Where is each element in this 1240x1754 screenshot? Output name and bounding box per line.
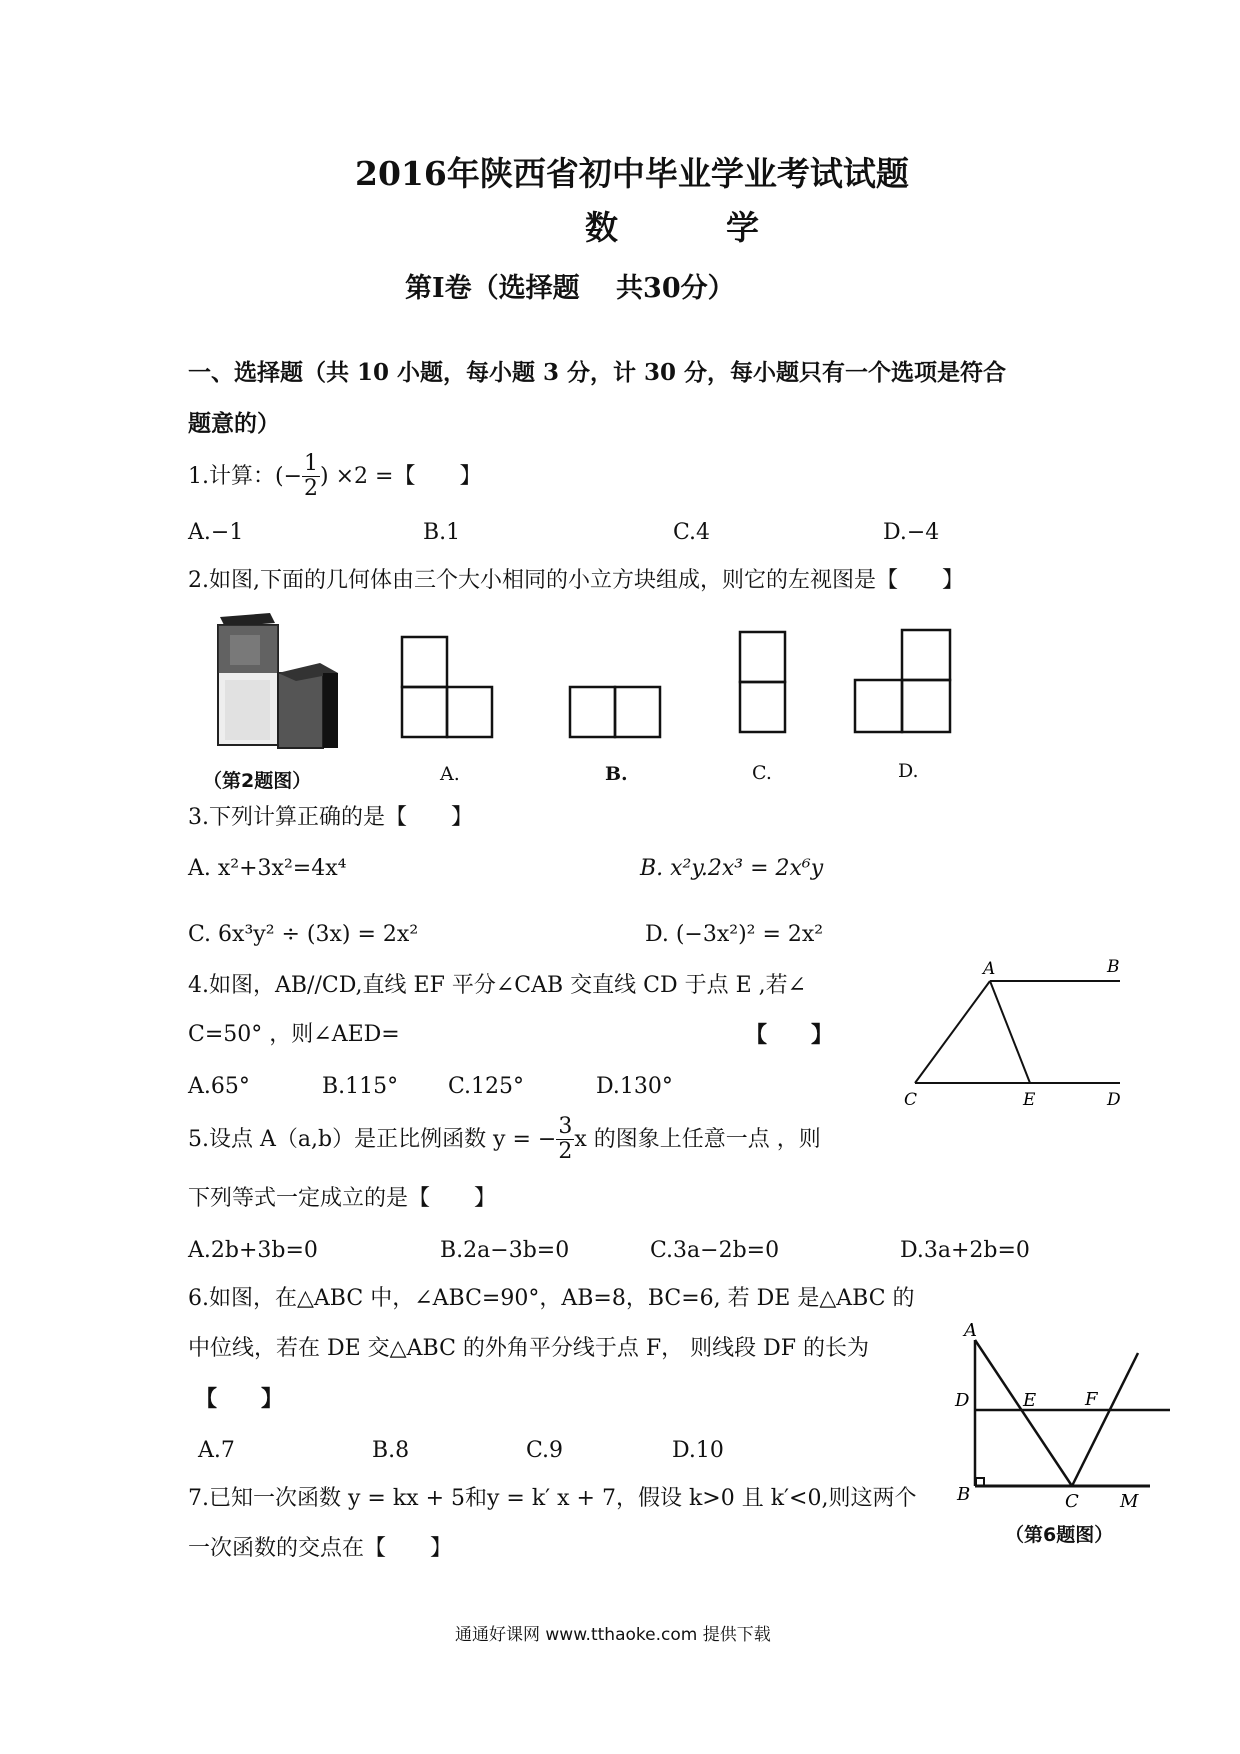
q3-option-b: B. x²y.2x³ = 2x⁶y <box>640 856 824 881</box>
q2-option-b-figure <box>570 687 660 737</box>
q1-suffix: ) ×2 =【 】 <box>320 463 482 489</box>
question-5-line1 <box>188 1115 821 1164</box>
q4-label-e: E <box>1023 1090 1036 1110</box>
q2-label-d: D. <box>898 760 919 782</box>
q3-option-d: D. (−3x²)² = 2x² <box>645 922 824 947</box>
q1-frac-den: 2 <box>304 476 319 501</box>
subject-char-left: 数 <box>585 208 618 247</box>
q2-label-b: B. <box>605 763 628 785</box>
q2-caption: （第2题图） <box>203 770 312 792</box>
q6-figure <box>950 1310 1170 1520</box>
q5-option-a: A.2b+3b=0 <box>188 1238 318 1263</box>
q1-option-b: B.1 <box>423 520 461 545</box>
q4-option-c: C.125° <box>448 1074 525 1099</box>
question-7-line1: 7.已知一次函数 y = kx + 5和y = k′ x + 7，假设 k>0 且 k′<0,则这两个 <box>188 1486 917 1511</box>
q6-label-a: A <box>964 1320 977 1341</box>
q6-option-a: A.7 <box>198 1438 235 1463</box>
q4-label-d: D <box>1107 1090 1121 1110</box>
q6-label-b: B <box>957 1484 971 1505</box>
q6-label-e: E <box>1023 1390 1037 1411</box>
q5-frac-den: 2 <box>558 1139 573 1164</box>
q1-fraction <box>302 452 320 501</box>
question-4-line2: C=50° ，则∠AED= <box>188 1022 400 1047</box>
question-2: 2.如图,下面的几何体由三个大小相同的小立方块组成，则它的左视图是【 】 <box>188 568 964 593</box>
q6-label-f: F <box>1085 1389 1098 1410</box>
q6-caption: （第6题图） <box>1005 1524 1114 1546</box>
q5-fraction <box>556 1115 574 1164</box>
q1-prefix: 1.计算：(− <box>188 463 303 489</box>
question-1 <box>188 452 481 501</box>
q2-option-d-figure <box>855 630 950 732</box>
q1-option-a: A.−1 <box>188 520 244 545</box>
page-footer: 通通好课网 www.tthaoke.com 提供下载 <box>455 1625 771 1645</box>
q1-option-c: C.4 <box>673 520 711 545</box>
q4-figure <box>895 950 1135 1110</box>
q4-label-b: B <box>1107 957 1120 977</box>
q5-option-b: B.2a−3b=0 <box>440 1238 570 1263</box>
q2-label-c: C. <box>752 762 772 784</box>
q4-answer-bracket: 【 】 <box>745 1022 834 1048</box>
q4-option-a: A.65° <box>188 1074 250 1099</box>
question-3: 3.下列计算正确的是【 】 <box>188 805 473 830</box>
q5-prefix: 5.设点 A（a,b）是正比例函数 y = − <box>188 1126 557 1152</box>
question-4-line1: 4.如图，AB//CD,直线 EF 平分∠CAB 交直线 CD 于点 E ,若∠ <box>188 973 807 998</box>
subject-title <box>585 202 759 249</box>
q4-option-d: D.130° <box>596 1074 673 1099</box>
q6-option-b: B.8 <box>372 1438 410 1463</box>
question-6-line1: 6.如图，在△ABC 中，∠ABC=90°，AB=8，BC=6, 若 DE 是△ABC 的 <box>188 1286 915 1311</box>
q5-suffix: x 的图象上任意一点 ，则 <box>574 1126 821 1152</box>
q2-option-a-figure <box>402 637 492 737</box>
q6-option-d: D.10 <box>672 1438 724 1463</box>
q3-option-c: C. 6x³y² ÷ (3x) = 2x² <box>188 922 419 947</box>
subject-char-right: 学 <box>726 208 759 247</box>
section-heading-line1: 一、选择题（共 10 小题，每小题 3 分，计 30 分，每小题只有一个选项是符合 <box>188 359 1007 386</box>
q2-option-c-figure <box>740 632 785 732</box>
q6-label-d: D <box>955 1390 970 1411</box>
q1-frac-num: 1 <box>304 451 319 476</box>
q1-option-d: D.−4 <box>883 520 940 545</box>
q4-option-b: B.115° <box>322 1074 399 1099</box>
q6-label-c: C <box>1065 1491 1079 1512</box>
q6-label-m: M <box>1120 1491 1139 1512</box>
part-title: 第Ⅰ卷（选择题 共30分） <box>405 273 735 304</box>
question-6-line2: 中位线，若在 DE 交△ABC 的外角平分线于点 F， 则线段 DF 的长为 <box>188 1336 870 1361</box>
q3-option-a: A. x²+3x²=4x⁴ <box>188 856 347 881</box>
q5-option-d: D.3a+2b=0 <box>900 1238 1030 1263</box>
q4-label-a: A <box>983 959 996 979</box>
question-7-line2: 一次函数的交点在【 】 <box>188 1536 453 1561</box>
q5-option-c: C.3a−2b=0 <box>650 1238 780 1263</box>
q4-label-c: C <box>904 1090 918 1110</box>
exam-title: 2016年陕西省初中毕业学业考试试题 <box>355 154 909 193</box>
q6-option-c: C.9 <box>526 1438 564 1463</box>
q2-solid-figure <box>218 613 338 748</box>
section-heading-line2: 题意的） <box>188 410 280 437</box>
question-6-line3: 【 】 <box>195 1386 284 1412</box>
question-5-line2: 下列等式一定成立的是【 】 <box>188 1186 497 1211</box>
q2-label-a: A. <box>440 763 460 785</box>
q5-frac-num: 3 <box>558 1114 573 1139</box>
q2-figures <box>200 605 980 785</box>
